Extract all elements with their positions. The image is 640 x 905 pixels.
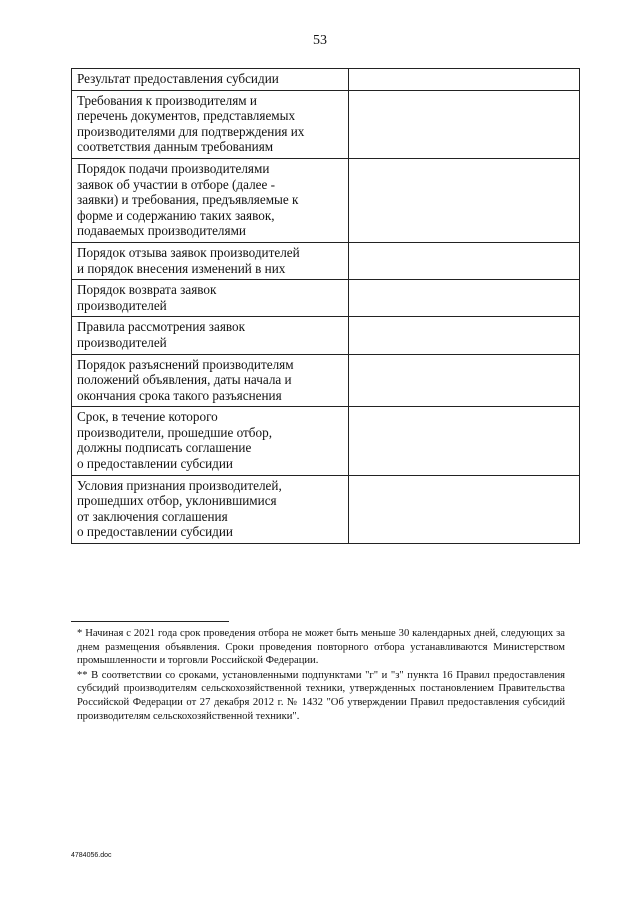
row-label-line: Порядок подачи производителями (77, 160, 270, 176)
row-label-cell (72, 90, 349, 158)
table-row (72, 354, 580, 407)
row-label-line: Порядок разъяснений производителям (77, 356, 294, 372)
footnotes (77, 627, 565, 724)
row-label-line: Условия признания производителей, (77, 477, 282, 493)
row-label-line: перечень документов, представляемых (77, 108, 296, 124)
row-label-line: о предоставлении субсидии (77, 456, 233, 472)
table-row (72, 407, 580, 475)
row-label-cell (72, 280, 349, 317)
table-row (72, 90, 580, 158)
row-label-line: Порядок отзыва заявок производителей (77, 244, 300, 260)
row-value-cell (349, 158, 580, 242)
row-label-line: Порядок возврата заявок (77, 282, 217, 298)
footnote-divider (71, 621, 229, 622)
row-label-line: Результат предоставления субсидии (77, 71, 279, 86)
footnote-2: ** В соответствии со сроками, установленными подпунктами "г" и "з" пункта 16 Правил предоставления субсидий производителям сельскохозяйственной техники, утвержденных постановлением Правительства Российской Федерации от 27 декабря 2012 г. № 1432 "Об утверждении Правил предоставления субсидий производителям сельскохозяйственной техники". (77, 669, 565, 722)
table-row (72, 242, 580, 279)
row-label-line: Срок, в течение которого (77, 409, 218, 425)
row-label-line: окончания срока такого разъяснения (77, 387, 282, 403)
row-label-line: производителей (77, 334, 167, 350)
table-row (72, 280, 580, 317)
row-value-cell (349, 407, 580, 475)
row-value-cell (349, 354, 580, 407)
row-label-cell (72, 407, 349, 475)
row-label-cell (72, 354, 349, 407)
table-row (72, 158, 580, 242)
row-value-cell (349, 280, 580, 317)
row-label-line: производителями для подтверждения их (77, 123, 305, 139)
row-value-cell (349, 69, 580, 91)
row-label-line: производители, прошедшие отбор, (77, 424, 273, 440)
row-label-cell (72, 317, 349, 354)
row-label-line: прошедших отбор, уклонившимися (77, 493, 277, 509)
table-row (72, 475, 580, 543)
row-label-line: подаваемых производителями (77, 223, 246, 239)
document-reference: 4784056.doc (71, 852, 112, 859)
row-label-line: заявки) и требования, предъявляемые к (77, 192, 299, 208)
row-label-line: от заключения соглашения (77, 508, 228, 524)
row-label-cell (72, 158, 349, 242)
row-label-cell (72, 475, 349, 543)
row-value-cell (349, 242, 580, 279)
row-label-line: Правила рассмотрения заявок (77, 319, 246, 335)
row-label-line: форме и содержанию таких заявок, (77, 207, 275, 223)
page-number: 53 (313, 33, 327, 48)
row-label-line: и порядок внесения изменений в них (77, 260, 286, 276)
requirements-table (71, 68, 580, 544)
table-row (72, 317, 580, 354)
footnote-1: * Начиная с 2021 года срок проведения отбора не может быть меньше 30 календарных дней, следующих за днем размещения объявления. Сроки проведения повторного отбора устанавливаются Министерством промышленности и торговли Российской Федерации. (77, 628, 565, 667)
row-label-line: соответствия данным требованиям (77, 139, 274, 155)
row-label-line: положений объявления, даты начала и (77, 372, 292, 388)
table-row (72, 69, 580, 91)
row-label-cell (72, 69, 349, 91)
row-value-cell (349, 90, 580, 158)
row-label-line: производителей (77, 297, 167, 313)
row-label-line: должны подписать соглашение (77, 440, 252, 456)
row-value-cell (349, 475, 580, 543)
row-label-cell (72, 242, 349, 279)
row-value-cell (349, 317, 580, 354)
row-label-line: Требования к производителям и (77, 92, 257, 108)
row-label-line: заявок об участии в отборе (далее - (77, 176, 276, 192)
row-label-line: о предоставлении субсидии (77, 524, 233, 540)
